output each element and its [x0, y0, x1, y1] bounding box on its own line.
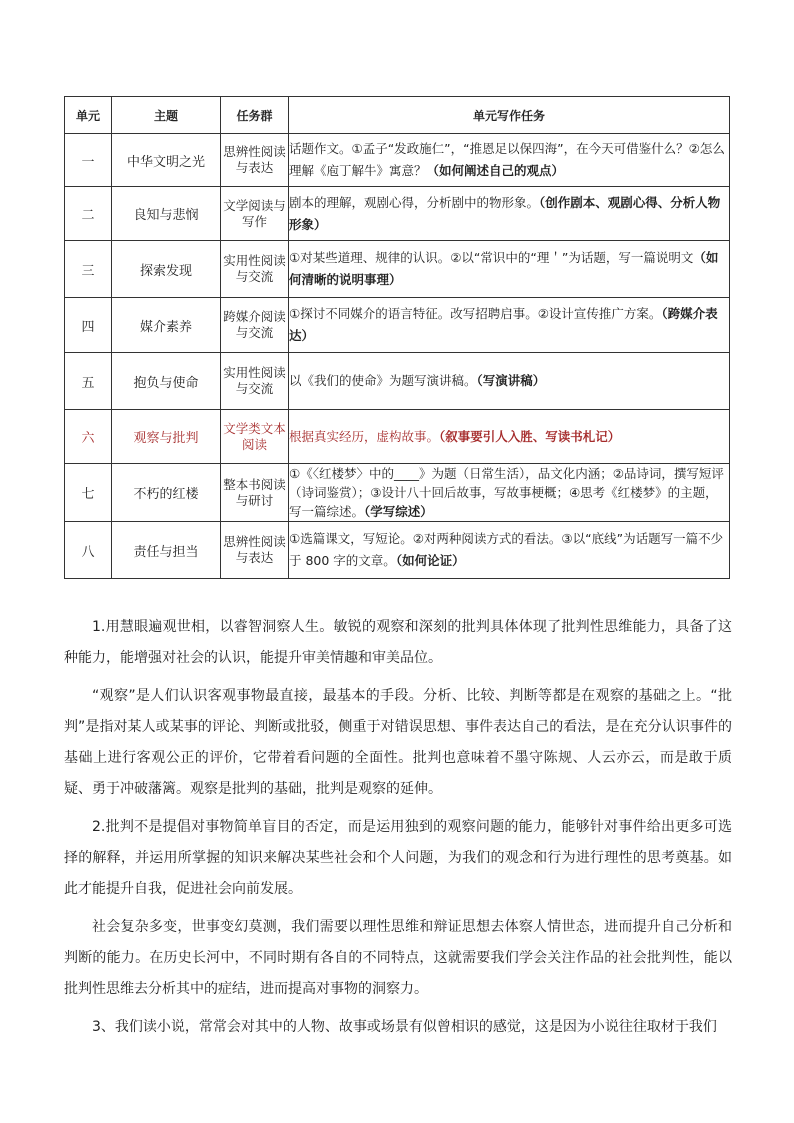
- table-row: [65, 353, 730, 410]
- task-text: 根据真实经历，虚构故事。: [289, 428, 440, 444]
- writing-task-cell: [289, 134, 730, 187]
- writing-task-cell: [289, 187, 730, 241]
- task-text: ①探讨不同媒介的语言特征。改写招聘启事。②设计宣传推广方案。: [289, 306, 662, 321]
- theme-cell: 中华文明之光: [112, 134, 221, 187]
- task-group-cell: 思辨性阅读与表达: [221, 522, 289, 579]
- task-text: 剧本的理解，观剧心得，分析剧中的物形象。: [289, 194, 540, 210]
- writing-task-cell: [289, 298, 730, 353]
- task-text: ①对某些道理、规律的认识。②以“常识中的“理＇”为话题，写一篇说明文: [289, 250, 694, 265]
- table-row: [65, 464, 730, 522]
- task-method: （如何清晰的说明事理）: [289, 250, 719, 287]
- unit-cell: 六: [65, 410, 112, 464]
- task-text: ①《〈红楼梦〉中的____》为题（日常生活），品文化内涵；②品诗词，撰写短评（诗词鉴赏）；③设计八十回后故事，写故事梗概；④思考《红楼梦》的主题，写一篇综述。: [289, 466, 724, 519]
- unit-cell: 五: [65, 353, 112, 410]
- theme-cell: 探索发现: [112, 241, 221, 298]
- paragraph: 社会复杂多变，世事变幻莫测，我们需要以理性思维和辩证思想去体察人情世态，进而提升自己分析和判断的能力。在历史长河中，不同时期有各自的不同特点，这就需要我们学会关注作品的社会批判性，能以批判性思维去分析其中的症结，进而提高对事物的洞察力。: [64, 919, 732, 997]
- task-group-cell: 文学类文本阅读: [221, 410, 289, 464]
- header-unit: 单元: [65, 97, 112, 134]
- paragraph: 3、我们读小说，常常会对其中的人物、故事或场景有似曾相识的感觉，这是因为小说往往取材于我们: [92, 1019, 717, 1035]
- task-method: （跨媒介表达）: [289, 306, 718, 343]
- writing-task-cell: [289, 410, 730, 464]
- task-group-cell: 思辨性阅读与表达: [221, 134, 289, 187]
- theme-cell: 不朽的红楼: [112, 464, 221, 522]
- task-group-cell: 实用性阅读与交流: [221, 241, 289, 298]
- task-group-cell: 整本书阅读与研讨: [221, 464, 289, 522]
- header-theme: 主题: [112, 97, 221, 134]
- writing-task-cell: [289, 241, 730, 298]
- header-writing-task: 单元写作任务: [289, 97, 730, 134]
- unit-cell: 四: [65, 298, 112, 353]
- writing-task-cell: [289, 464, 730, 522]
- theme-cell: 抱负与使命: [112, 353, 221, 410]
- unit-cell: 二: [65, 187, 112, 241]
- task-method: （创作剧本、观剧心得、分析人物形象）: [289, 194, 721, 232]
- theme-cell: 媒介素养: [112, 298, 221, 353]
- task-method: （叙事要引人入胜、写读书札记）: [439, 428, 621, 444]
- writing-task-cell: [289, 522, 730, 579]
- table-row: [65, 134, 730, 187]
- task-group-cell: 实用性阅读与交流: [221, 353, 289, 410]
- unit-cell: 一: [65, 134, 112, 187]
- table-row: [65, 187, 730, 241]
- task-group-cell: 跨媒介阅读与交流: [221, 298, 289, 353]
- theme-cell: 良知与悲悯: [112, 187, 221, 241]
- paragraph: 2.批判不是提倡对事物简单盲目的否定，而是运用独到的观察问题的能力，能够针对事件给出更多可选择的解释，并运用所掌握的知识来解决某些社会和个人问题，为我们的观念和行为进行理性的思考奠基。如此才能提升自我，促进社会向前发展。: [64, 819, 732, 897]
- table-row: [65, 241, 730, 298]
- task-group-cell: 文学阅读与写作: [221, 187, 289, 241]
- task-method: （学写综述）: [364, 504, 433, 519]
- task-text: ①选篇课文，写短论。②对两种阅读方式的看法。③以“底线”为话题写一篇不少于 800 字的文章。: [289, 531, 724, 568]
- task-text: 话题作文。①孟子“发政施仁”，“推恩足以保四海”，在今天可借鉴什么？②怎么理解《庖丁解牛》寓意？: [289, 141, 725, 178]
- unit-cell: 八: [65, 522, 112, 579]
- paragraph: 1.用慧眼遍观世相，以睿智洞察人生。敏锐的观察和深刻的批判具体体现了批判性思维能力，具备了这种能力，能增强对社会的认识，能提升审美情趣和审美品位。: [64, 619, 732, 666]
- writing-task-cell: [289, 353, 730, 410]
- table-row: [65, 298, 730, 353]
- header-task-group: 任务群: [221, 97, 289, 134]
- unit-cell: 三: [65, 241, 112, 298]
- table-header-row: [65, 97, 730, 134]
- table-row: [65, 522, 730, 579]
- table-row-highlighted: [65, 410, 730, 464]
- task-method: （如何阐述自己的观点）: [426, 163, 565, 178]
- writing-tasks-table: [64, 96, 730, 579]
- article-body: [64, 612, 732, 1043]
- paragraph: “观察”是人们认识客观事物最直接，最基本的手段。分析、比较、判断等都是在观察的基础之上。“批判”是指对某人或某事的评论、判断或批驳，侧重于对错误思想、事件表达自己的看法，是在充分认识事件的基础上进行客观公正的评价，它带着看问题的全面性。批判也意味着不墨守陈规、人云亦云，而是敢于质疑、勇于冲破藩篱。观察是批判的基础，批判是观察的延伸。: [64, 688, 732, 797]
- task-method: （如何论证）: [395, 553, 465, 568]
- task-text: 以《我们的使命》为题写演讲稿。: [289, 373, 477, 388]
- unit-cell: 七: [65, 464, 112, 522]
- task-method: （写演讲稿）: [476, 373, 546, 388]
- theme-cell: 责任与担当: [112, 522, 221, 579]
- theme-cell: 观察与批判: [112, 410, 221, 464]
